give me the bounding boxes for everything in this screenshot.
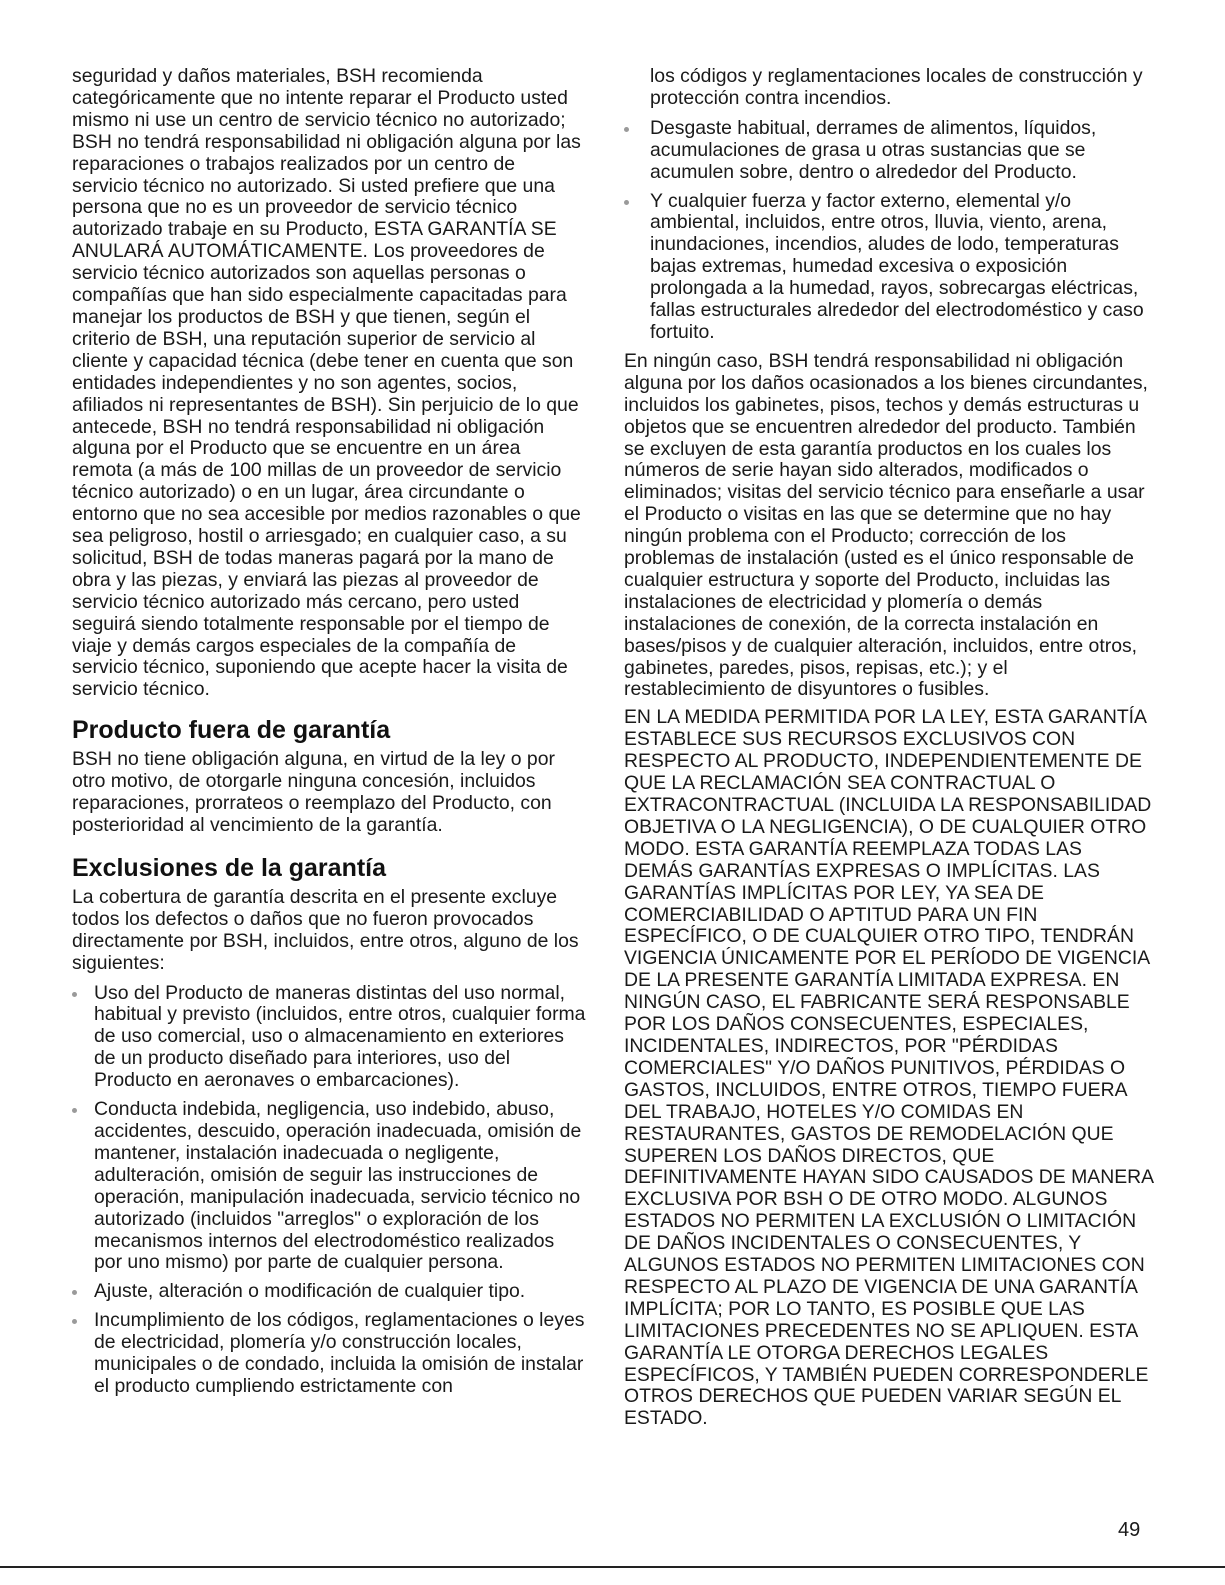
intro-paragraph: seguridad y daños materiales, BSH recomienda categóricamente que no intente reparar el Producto usted mismo ni use un centro de servicio técnico no autorizado; BSH no tendrá responsabilidad ni obligación alguna por las reparaciones o trabajos realizados por un centro de servicio técnico no autorizado. Si usted prefiere que una persona que no es un proveedor de servicio técnico autorizado trabaje en su Producto, ESTA GARANTÍA SE ANULARÁ AUTOMÁTICAMENTE. Los proveedores de servicio técnico autorizados son aquellas personas o compañías que han sido especialmente capacitadas para manejar los productos de BSH y que tienen, según el criterio de BSH, una reputación superior de servicio al cliente y capacidad técnica (debe tener en cuenta que son entidades independientes y no son agentes, socios, afiliados ni representantes de BSH). Sin perjuicio de lo que antecede, BSH no tendrá responsabilidad ni obligación alguna por el Producto que se encuentre en un área remota (a más de 100 millas de un proveedor de servicio técnico autorizado) o en un lugar, área circundante o entorno que no sea accesible por medios razonables o que sea peligroso, hostil o arriesgado; en cualquier caso, a su solicitud, BSH de todas maneras pagará por la mano de obra y las piezas, y enviará las piezas al proveedor de servicio técnico autorizado más cercano, pero usted seguirá siendo totalmente responsable por el tiempo de viaje y demás cargos especiales de la compañía de servicio técnico, suponiendo que acepte hacer la visita de servicio técnico.: [72, 65, 581, 701]
list-item: [624, 118, 1154, 184]
exclusions-paragraph: La cobertura de garantía descrita en el presente excluye todos los defectos o daños que no fueron provocados directamente por BSH, incluidos, entre otros, alguno de los siguientes:: [72, 885, 579, 974]
bullet-icon: [72, 1108, 77, 1113]
continuation-text: los códigos y reglamentaciones locales de construcción y protección contra incendios.: [650, 65, 1143, 109]
list-item-text: Uso del Producto de maneras distintas del uso normal, habitual y previsto (incluidos, entre otros, cualquier forma de uso comercial, uso o almacenamiento en exteriores de un producto diseñado para interiores, uso del Producto en aeronaves o embarcaciones).: [94, 981, 586, 1092]
section-heading-out-of-warranty: Producto fuera de garantía: [72, 716, 391, 745]
page-number: 49: [1118, 1519, 1141, 1541]
damages-paragraph: En ningún caso, BSH tendrá responsabilidad ni obligación alguna por los daños ocasionados a los bienes circundantes, incluidos los gabinetes, pisos, techos y demás estructuras u objetos que se encuentren alrededor del producto. También se excluyen de esta garantía productos en los cuales los números de serie hayan sido alterados, modificados o eliminados; visitas del servicio técnico para enseñarle a usar el Producto o visitas en las que se determine que no hay ningún problema con el Producto; corrección de los problemas de instalación (usted es el único responsable de cualquier estructura y soporte del Producto, incluidas las instalaciones de electricidad y plomería o demás instalaciones de conexión, de la correcta instalación en bases/pisos y de cualquier alteración, incluidos, entre otros, gabinetes, paredes, pisos, repisas, etc.); y el restablecimiento de disyuntores o fusibles.: [624, 349, 1148, 701]
list-item-text: Conducta indebida, negligencia, uso indebido, abuso, accidentes, descuido, operación inadecuada, omisión de mantener, instalación inadecuada o negligente, adulteración, omisión de seguir las instrucciones de operación, manipulación inadecuada, servicio técnico no autorizado (incluidos "arreglos" o exploración de los mecanismos internos del electrodoméstico realizados por uno mismo) por parte de cualquier persona.: [94, 1098, 582, 1274]
bullet-icon: [72, 1290, 77, 1295]
list-item-text: Incumplimiento de los códigos, reglamentaciones o leyes de electricidad, plomería y/o construcción locales, municipales o de condado, incluida la omisión de instalar el producto cumpliendo estrictamente con: [94, 1309, 585, 1397]
section-heading-exclusions: Exclusiones de la garantía: [72, 853, 387, 882]
bullet-icon: [624, 127, 629, 132]
bullet-icon: [72, 1319, 77, 1324]
out-of-warranty-paragraph: BSH no tiene obligación alguna, en virtud de la ley o por otro motivo, de otorgarle ninguna concesión, incluidos reparaciones, prorrateos o reemplazo del Producto, con posterioridad al vencimiento de la garantía.: [72, 748, 555, 836]
list-item: [72, 983, 586, 1093]
right-column: [624, 66, 1154, 1432]
list-item: [72, 1281, 586, 1303]
exclusions-list: [72, 983, 586, 1398]
bullet-icon: [72, 992, 77, 997]
left-column: [72, 66, 586, 1405]
list-item-text: Ajuste, alteración o modificación de cualquier tipo.: [94, 1280, 526, 1303]
legal-disclaimer-paragraph: EN LA MEDIDA PERMITIDA POR LA LEY, ESTA GARANTÍA ESTABLECE SUS RECURSOS EXCLUSIVOS CON RESPECTO AL PRODUCTO, INDEPENDIENTEMENTE DE QUE LA RECLAMACIÓN SEA CONTRACTUAL O EXTRACONTRACTUAL (INCLUIDA LA RESPONSABILIDAD OBJETIVA O LA NEGLIGENCIA), O DE CUALQUIER OTRO MODO. ESTA GARANTÍA REEMPLAZA TODAS LAS DEMÁS GARANTÍAS EXPRESAS O IMPLÍCITAS. LAS GARANTÍAS IMPLÍCITAS POR LEY, YA SEA DE COMERCIABILIDAD O APTITUD PARA UN FIN ESPECÍFICO, O DE CUALQUIER OTRO TIPO, TENDRÁN VIGENCIA ÚNICAMENTE POR EL PERÍODO DE VIGENCIA DE LA PRESENTE GARANTÍA LIMITADA EXPRESA. EN NINGÚN CASO, EL FABRICANTE SERÁ RESPONSABLE POR LOS DAÑOS CONSECUENTES, ESPECIALES, INCIDENTALES, INDIRECTOS, POR "PÉRDIDAS COMERCIALES" Y/O DAÑOS PUNITIVOS, PÉRDIDAS O GASTOS, INCLUIDOS, ENTRE OTROS, TIEMPO FUERA DEL TRABAJO, HOTELES Y/O COMIDAS EN RESTAURANTES, GASTOS DE REMODELACIÓN QUE SUPEREN LOS DAÑOS DIRECTOS, QUE DEFINITIVAMENTE HAYAN SIDO CAUSADOS DE MANERA EXCLUSIVA POR BSH O DE OTRO MODO. ALGUNOS ESTADOS NO PERMITEN LA EXCLUSIÓN O LIMITACIÓN DE DAÑOS INCIDENTALES O CONSECUENTES, Y ALGUNOS ESTADOS NO PERMITEN LIMITACIONES CON RESPECTO AL PLAZO DE VIGENCIA DE UNA GARANTÍA IMPLÍCITA; POR LO TANTO, ES POSIBLE QUE LAS LIMITACIONES PRECEDENTES NO SE APLIQUEN. ESTA GARANTÍA LE OTORGA DERECHOS LEGALES ESPECÍFICOS, Y TAMBIÉN PUEDEN CORRESPONDERLE OTROS DERECHOS QUE PUEDEN VARIAR SEGÚN EL ESTADO.: [624, 706, 1154, 1430]
bottom-rule: [0, 1566, 1225, 1568]
list-item: [624, 191, 1154, 344]
list-item: [72, 1310, 586, 1398]
exclusions-list-continued: [624, 118, 1154, 344]
list-item: [72, 1099, 586, 1274]
list-item-text: Desgaste habitual, derrames de alimentos, líquidos, acumulaciones de grasa u otras sustancias que se acumulen sobre, dentro o alrededor del Producto.: [650, 116, 1097, 183]
list-item-text: Y cualquier fuerza y factor externo, elemental y/o ambiental, incluidos, entre otros, lluvia, viento, arena, inundaciones, incendios, aludes de lodo, temperaturas bajas extremas, humedad excesiva o exposición prolongada a la humedad, rayos, sobrecargas eléctricas, fallas estructurales alrededor del electrodoméstico y caso fortuito.: [650, 189, 1144, 343]
bullet-icon: [624, 200, 629, 205]
